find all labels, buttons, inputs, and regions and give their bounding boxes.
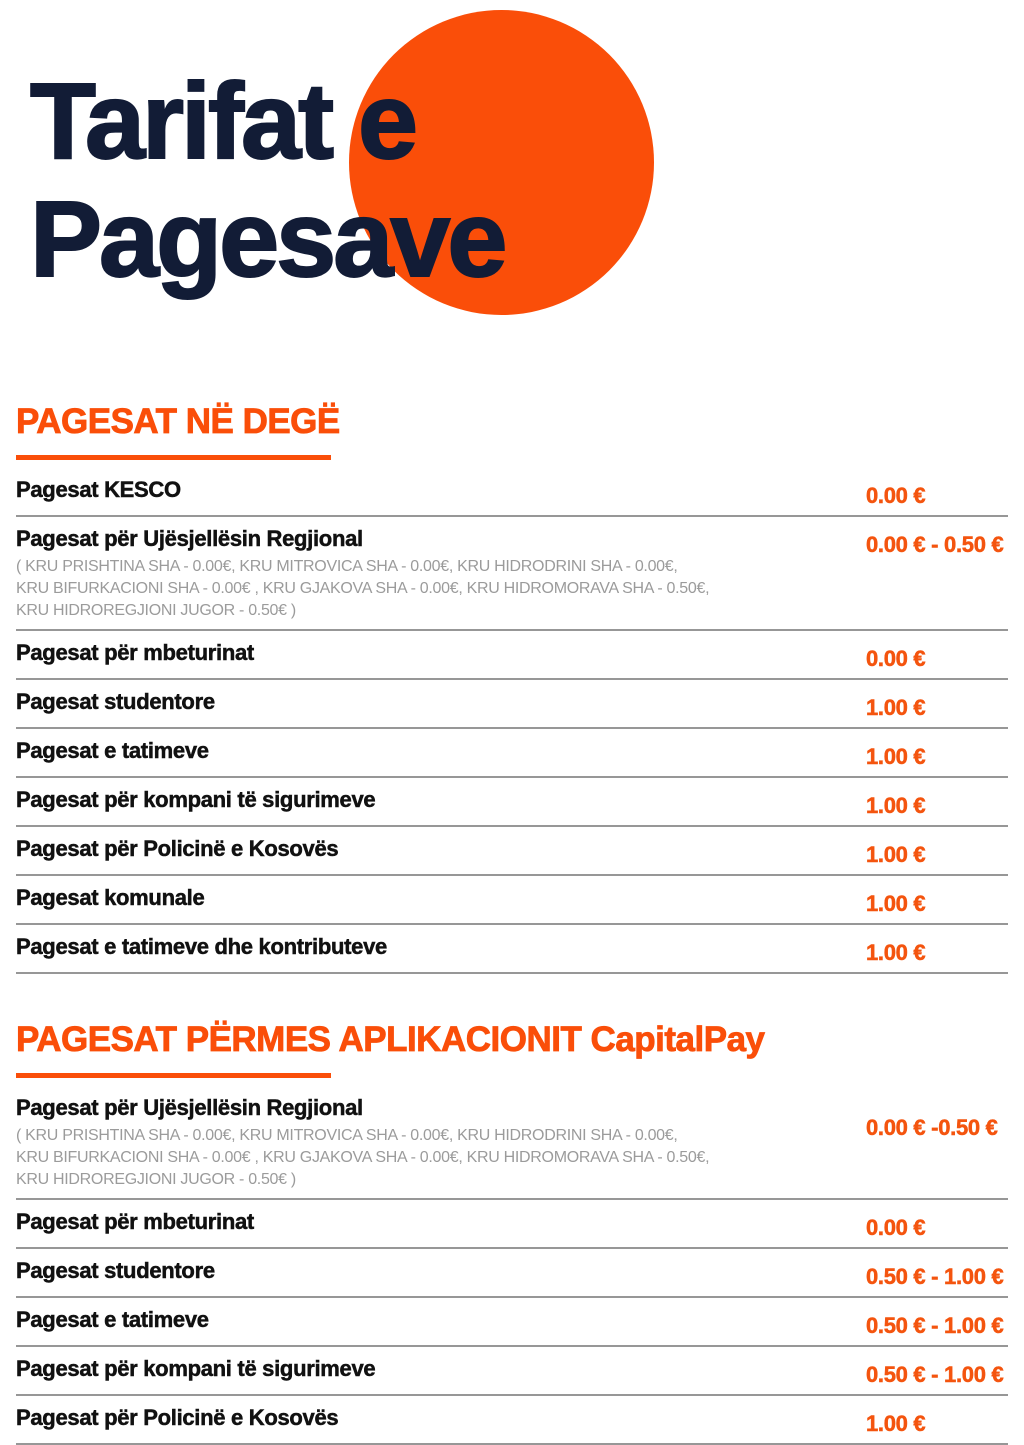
row-detail-line: KRU HIDROREGJIONI JUGOR - 0.50€ ) — [16, 602, 296, 619]
table-row — [16, 778, 1008, 827]
row-price: 0.00 € - 0.50 € — [866, 532, 1004, 557]
row-label: Pagesat e tatimeve — [16, 1307, 209, 1332]
row-label: Pagesat për kompani të sigurimeve — [16, 787, 376, 812]
row-price: 0.50 € - 1.00 € — [866, 1362, 1004, 1387]
page-title-line1: Tarifat e — [30, 60, 416, 181]
row-price: 1.00 € — [866, 695, 926, 720]
table-row — [16, 1396, 1008, 1445]
table-row — [16, 925, 1008, 974]
row-price: 1.00 € — [866, 793, 926, 818]
hero — [0, 0, 1024, 332]
row-detail-line: ( KRU PRISHTINA SHA - 0.00€, KRU MITROVICA SHA - 0.00€, KRU HIDRODRINI SHA - 0.00€, — [16, 558, 678, 575]
table-row — [16, 517, 1008, 631]
row-detail-line: KRU BIFURKACIONI SHA - 0.00€ , KRU GJAKOVA SHA - 0.00€, KRU HIDROMORAVA SHA - 0.50€, — [16, 580, 710, 597]
row-detail-line: KRU BIFURKACIONI SHA - 0.00€ , KRU GJAKOVA SHA - 0.00€, KRU HIDROMORAVA SHA - 0.50€, — [16, 1149, 710, 1166]
section-pagesat-ne-dege — [16, 402, 1008, 974]
row-detail — [16, 556, 866, 622]
row-price: 0.00 € — [866, 646, 926, 671]
heading-underline — [16, 455, 331, 460]
row-price: 1.00 € — [866, 940, 926, 965]
tariff-table — [16, 1086, 1008, 1445]
row-label: Pagesat për Ujësjellësin Regjional — [16, 1095, 363, 1120]
row-label: Pagesat studentore — [16, 1258, 215, 1283]
table-row — [16, 468, 1008, 517]
row-price: 0.50 € - 1.00 € — [866, 1264, 1004, 1289]
row-label: Pagesat studentore — [16, 689, 215, 714]
table-row — [16, 1200, 1008, 1249]
page-title-line2: Pagesave — [30, 177, 505, 299]
table-row — [16, 1298, 1008, 1347]
row-label: Pagesat e tatimeve dhe kontributeve — [16, 934, 387, 959]
row-detail-line: KRU HIDROREGJIONI JUGOR - 0.50€ ) — [16, 1171, 296, 1188]
row-price: 1.00 € — [866, 842, 926, 867]
row-price: 0.00 € — [866, 1215, 926, 1240]
heading-underline — [16, 1073, 331, 1078]
row-price: 0.50 € - 1.00 € — [866, 1313, 1004, 1338]
row-price: 1.00 € — [866, 891, 926, 916]
table-row — [16, 680, 1008, 729]
row-label: Pagesat për kompani të sigurimeve — [16, 1356, 376, 1381]
row-detail-line: ( KRU PRISHTINA SHA - 0.00€, KRU MITROVICA SHA - 0.00€, KRU HIDRODRINI SHA - 0.00€, — [16, 1127, 678, 1144]
row-price: 1.00 € — [866, 1411, 926, 1436]
section-pagesat-capitalpay — [16, 1020, 1008, 1445]
table-row — [16, 827, 1008, 876]
row-label: Pagesat për mbeturinat — [16, 640, 254, 665]
table-row — [16, 876, 1008, 925]
tariff-table — [16, 468, 1008, 974]
table-row — [16, 1086, 1008, 1200]
row-label: Pagesat për Ujësjellësin Regjional — [16, 526, 363, 551]
content — [0, 402, 1024, 1445]
row-price: 1.00 € — [866, 744, 926, 769]
row-price: 0.00 € -0.50 € — [866, 1115, 998, 1140]
row-label: Pagesat KESCO — [16, 477, 181, 502]
row-price: 0.00 € — [866, 483, 926, 508]
table-row — [16, 729, 1008, 778]
section-heading: PAGESAT NË DEGË — [16, 402, 340, 441]
section-heading: PAGESAT PËRMES APLIKACIONIT CapitalPay — [16, 1020, 765, 1059]
row-label: Pagesat e tatimeve — [16, 738, 209, 763]
row-label: Pagesat për Policinë e Kosovës — [16, 1405, 339, 1430]
table-row — [16, 631, 1008, 680]
table-row — [16, 1347, 1008, 1396]
row-detail — [16, 1125, 866, 1191]
page-title — [30, 62, 504, 297]
row-label: Pagesat për Policinë e Kosovës — [16, 836, 339, 861]
row-label: Pagesat komunale — [16, 885, 205, 910]
row-label: Pagesat për mbeturinat — [16, 1209, 254, 1234]
table-row — [16, 1249, 1008, 1298]
